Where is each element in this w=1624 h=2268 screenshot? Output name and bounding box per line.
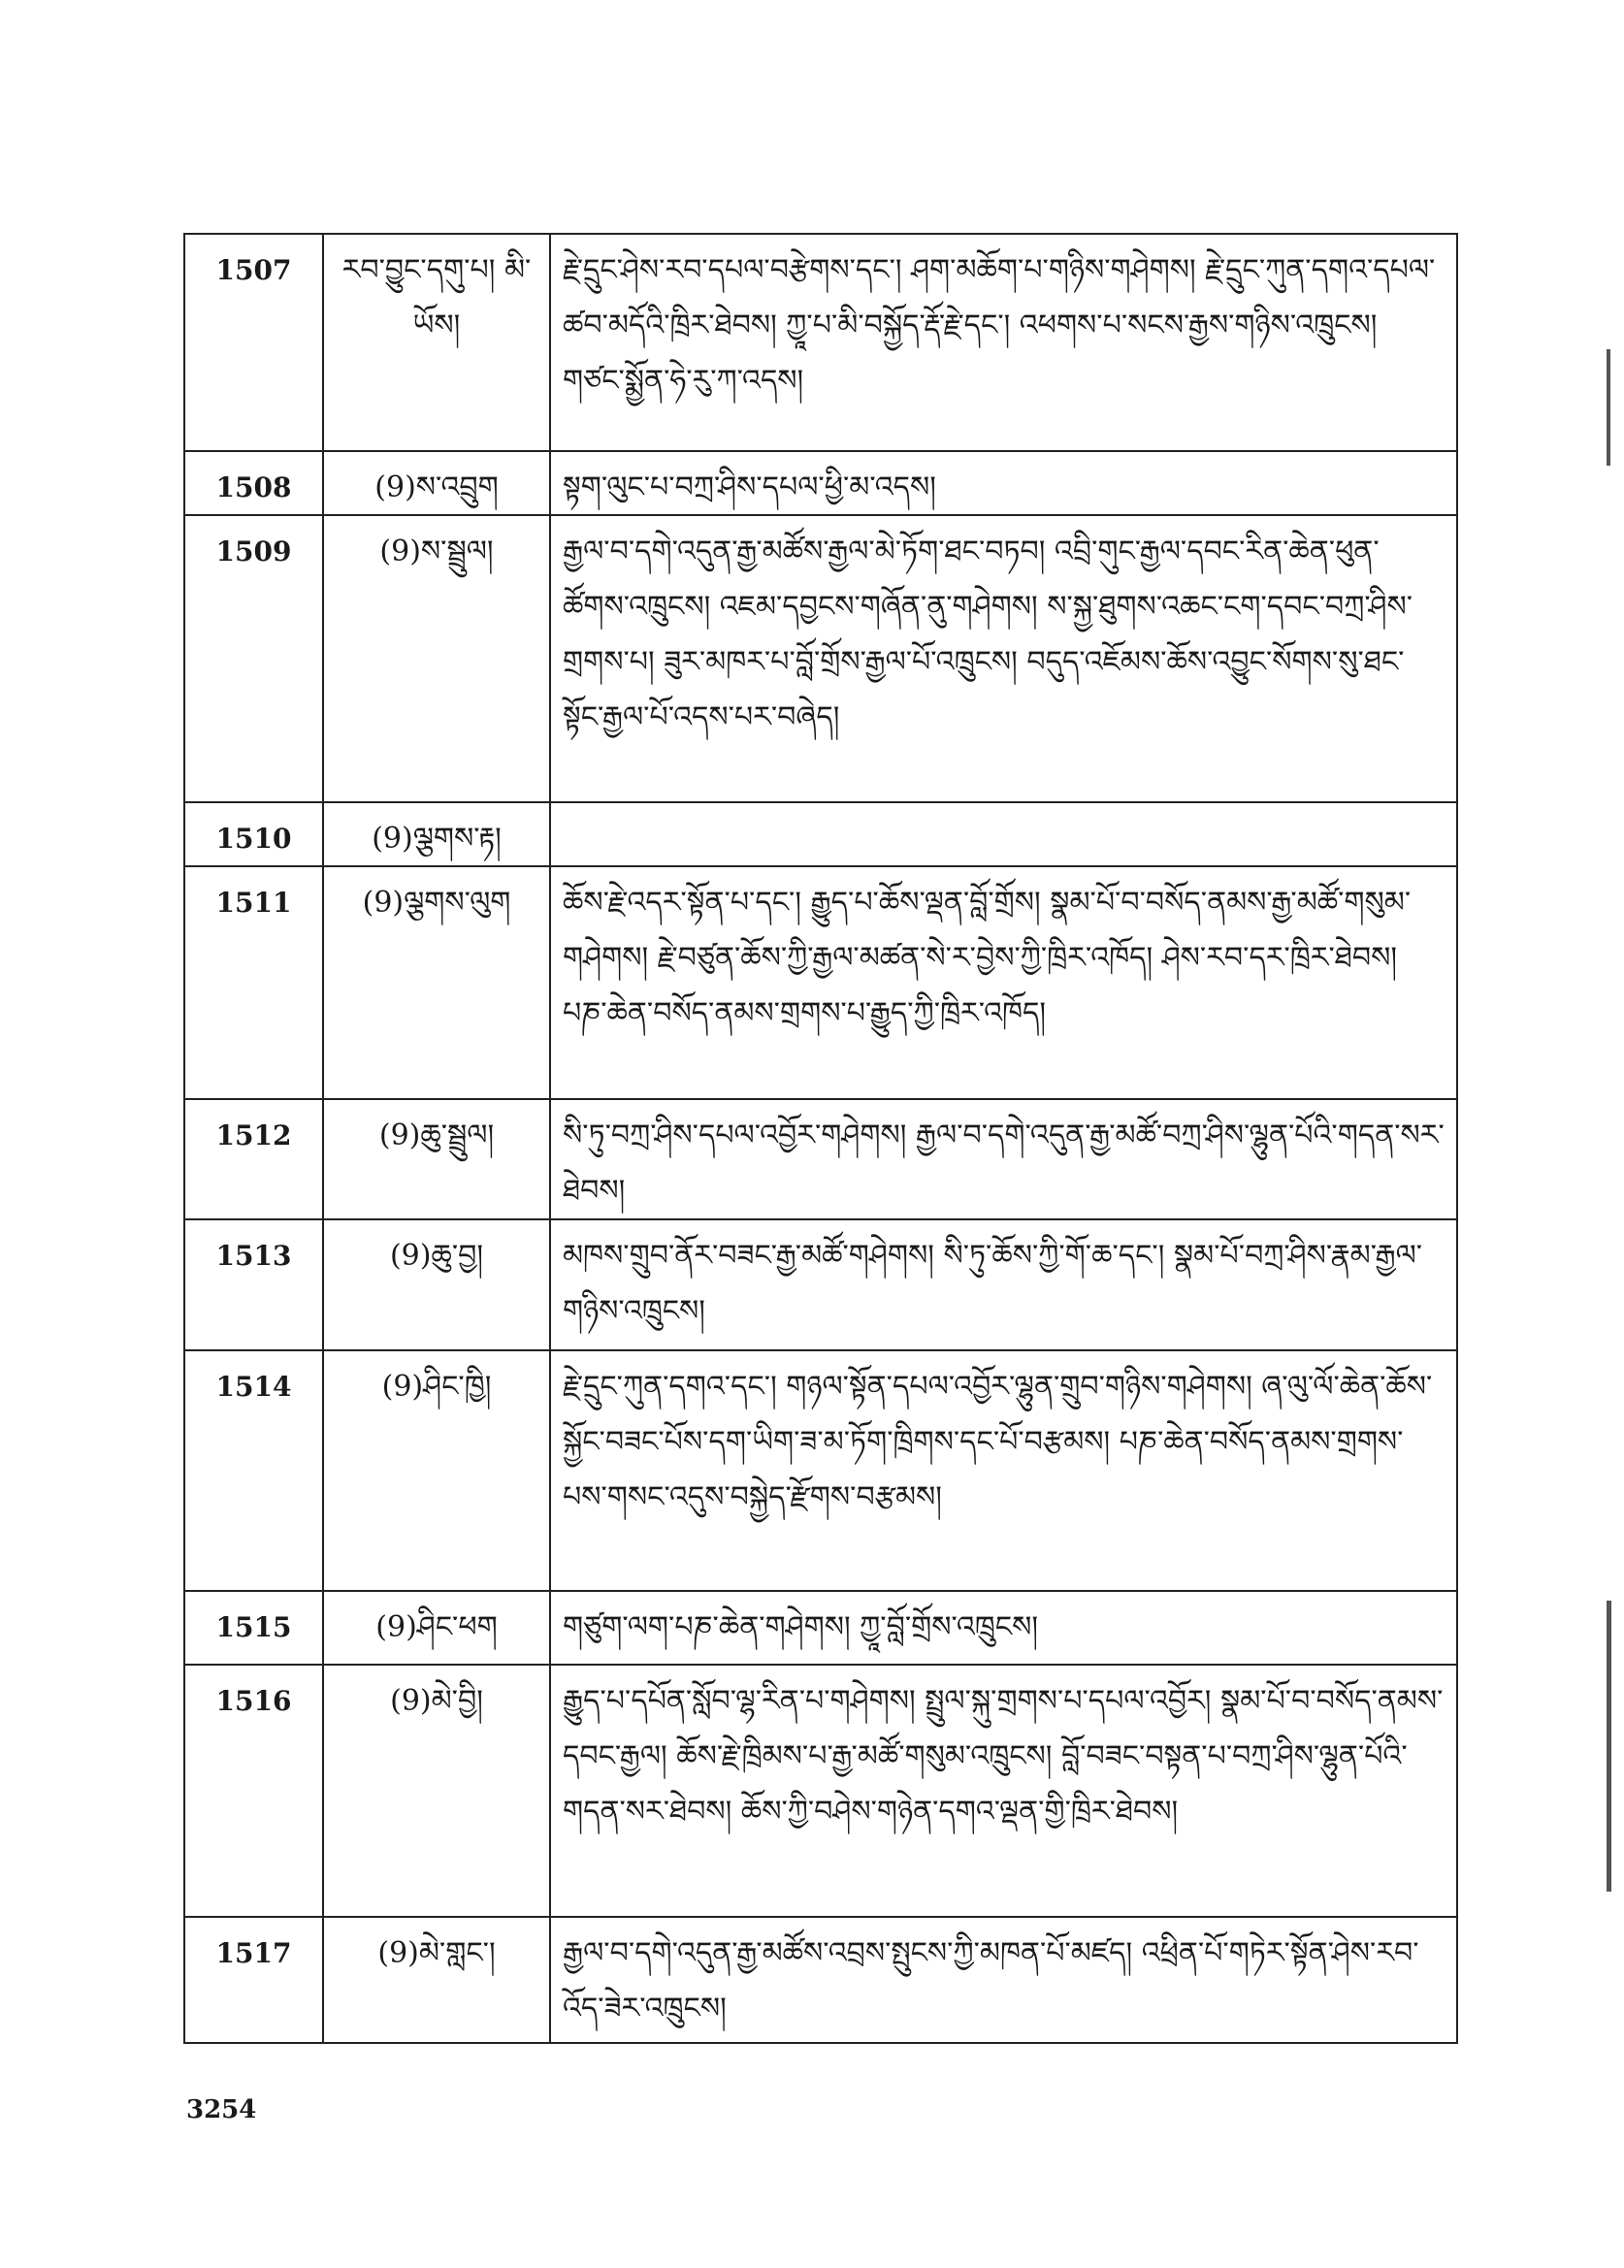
year-name: (9)ཆུ་སྦྲུལ། (324, 1100, 551, 1218)
table-row (185, 516, 1456, 803)
year-number: 1513 (185, 1220, 324, 1349)
year-number: 1510 (185, 803, 324, 865)
event-description: གཙུག་ལག་པཎ་ཆེན་གཤེགས། ཀྱཱ་བློ་གྲོས་འཁྲུངས། (563, 1610, 1039, 1644)
event-description (551, 803, 1456, 865)
table-row (185, 235, 1456, 452)
year-number: 1516 (185, 1666, 324, 1916)
year-name: (9)ས་འབྲུག (324, 452, 551, 514)
year-name: (9)ལྕགས་ལུག (324, 867, 551, 1098)
year-name: (9)ས་སྦྲུལ། (324, 516, 551, 801)
year-name: (9)ཤིང་ཁྱི། (324, 1351, 551, 1590)
event-description: རྗེ་དྲུང་ཤེས་རབ་དཔལ་བརྩེགས་དང་། ཤག་མཆོག་པ་གཉིས་གཤེགས། རྗེ་དྲུང་ཀུན་དགའ་དཔལ་ཚབ་མདོའི་ཁྲིར་ཐེབས། ཀྱཱ་པ་མི་བསྐྱོད་རྡོ་རྗེ་དང་། འཕགས་པ་སངས་རྒྱས་གཉིས་འཁྲུངས། གཙང་སྨྱོན་ཧེ་རུ་ཀ་འདས། (563, 253, 1436, 398)
table-row (185, 1100, 1456, 1220)
year-number: 1515 (185, 1592, 324, 1664)
year-name: རབ་བྱུང་དགུ་པ། མི་ཡོས། (324, 235, 551, 450)
year-number: 1517 (185, 1918, 324, 2042)
table-row (185, 1592, 1456, 1666)
table-row (185, 1918, 1456, 2044)
chronology-table (183, 233, 1458, 2044)
scan-edge-mark (1607, 349, 1610, 466)
year-name: (9)ཆུ་བྱ། (324, 1220, 551, 1349)
year-name: (9)ལྕགས་རྟ། (324, 803, 551, 865)
year-name: (9)ཤིང་ཕག (324, 1592, 551, 1664)
event-description: མཁས་གྲུབ་ནོར་བཟང་རྒྱ་མཚོ་གཤེགས། སི་ཏུ་ཆོས་ཀྱི་གོ་ཆ་དང་། སྣམ་པོ་བཀྲ་ཤིས་རྣམ་རྒྱལ་གཉིས་འཁྲུངས། (563, 1239, 1423, 1328)
event-description: རྒྱུད་པ་དཔོན་སློབ་ལྷ་རིན་པ་གཤེགས། སྤྲུལ་སྐུ་གྲགས་པ་དཔལ་འབྱོར། སྣམ་པོ་བ་བསོད་ནམས་དབང་རྒྱལ། ཆོས་རྗེ་ཁྲིམས་པ་རྒྱ་མཚོ་གསུམ་འཁྲུངས། བློ་བཟང་བསྟན་པ་བཀྲ་ཤིས་ལྷུན་པོའི་གདན་སར་ཐེབས། ཆོས་ཀྱི་བཤེས་གཉེན་དགའ་ལྡན་གྱི་ཁྲིར་ཐེབས། (563, 1684, 1444, 1829)
year-number: 1507 (185, 235, 324, 450)
table-row (185, 452, 1456, 516)
table-row (185, 803, 1456, 867)
year-name: (9)མེ་གླང་། (324, 1918, 551, 2042)
event-description: སྟག་ལུང་པ་བཀྲ་ཤིས་དཔལ་ཕྱི་མ་འདས། (563, 470, 936, 504)
event-description: རྗེ་དྲུང་ཀུན་དགའ་དང་། གཉལ་སྟོན་དཔལ་འབྱོར་ལྷུན་གྲུབ་གཉིས་གཤེགས། ཞ་ལུ་ལོ་ཆེན་ཆོས་སྐྱོང་བཟང་པོས་དག་ཡིག་ཟ་མ་ཏོག་ཁྲིགས་དང་པོ་བརྩམས། པཎ་ཆེན་བསོད་ནམས་གྲགས་པས་གསང་འདུས་བསྐྱེད་རྫོགས་བརྩམས། (563, 1370, 1433, 1514)
table-row (185, 1220, 1456, 1351)
page-number: 3254 (186, 2095, 257, 2124)
table-row (185, 867, 1456, 1100)
year-name: (9)མེ་བྱི། (324, 1666, 551, 1916)
event-description: ཆོས་རྗེ་འདར་སྟོན་པ་དང་། རྒྱུད་པ་ཆོས་ལྡན་བློ་གྲོས། སྣམ་པོ་བ་བསོད་ནམས་རྒྱ་མཚོ་གསུམ་གཤེགས། རྗེ་བཙུན་ཆོས་ཀྱི་རྒྱལ་མཚན་སེ་ར་བྱེས་ཀྱི་ཁྲིར་འཁོད། ཤེས་རབ་དར་ཁྲིར་ཐེབས། པཎ་ཆེན་བསོད་ནམས་གྲགས་པ་རྒྱུད་ཀྱི་ཁྲིར་འཁོད། (563, 886, 1412, 1030)
scan-edge-mark (1607, 1601, 1611, 1892)
year-number: 1512 (185, 1100, 324, 1218)
event-description: རྒྱལ་བ་དགེ་འདུན་རྒྱ་མཚོས་འབྲས་སྤུངས་ཀྱི་མཁན་པོ་མཛད། འཕྲིན་པོ་གཏེར་སྟོན་ཤེས་རབ་འོད་ཟེར་འཁྲུངས། (563, 1936, 1419, 2025)
table-row (185, 1351, 1456, 1592)
year-number: 1508 (185, 452, 324, 514)
year-number: 1509 (185, 516, 324, 801)
year-number: 1511 (185, 867, 324, 1098)
year-number: 1514 (185, 1351, 324, 1590)
event-description: རྒྱལ་བ་དགེ་འདུན་རྒྱ་མཚོས་རྒྱལ་མེ་ཏོག་ཐང་བཏབ། འབྲི་གུང་རྒྱལ་དབང་རིན་ཆེན་ཕུན་ཚོགས་འཁྲུངས། འཇམ་དབྱངས་གཞོན་ནུ་གཤེགས། ས་སྐྱ་ཐུགས་འཆང་ངག་དབང་བཀྲ་ཤིས་གྲགས་པ། ཟུར་མཁར་པ་བློ་གྲོས་རྒྱལ་པོ་འཁྲུངས། བདུད་འཇོམས་ཆོས་འབྱུང་སོགས་སུ་ཐང་སྟོང་རྒྱལ་པོ་འདས་པར་བཞེད། (563, 535, 1413, 734)
table-row (185, 1666, 1456, 1918)
event-description: སི་ཏུ་བཀྲ་ཤིས་དཔལ་འབྱོར་གཤེགས། རྒྱལ་བ་དགེ་འདུན་རྒྱ་མཚོ་བཀྲ་ཤིས་ལྷུན་པོའི་གདན་སར་ཐེབས། (563, 1118, 1445, 1208)
